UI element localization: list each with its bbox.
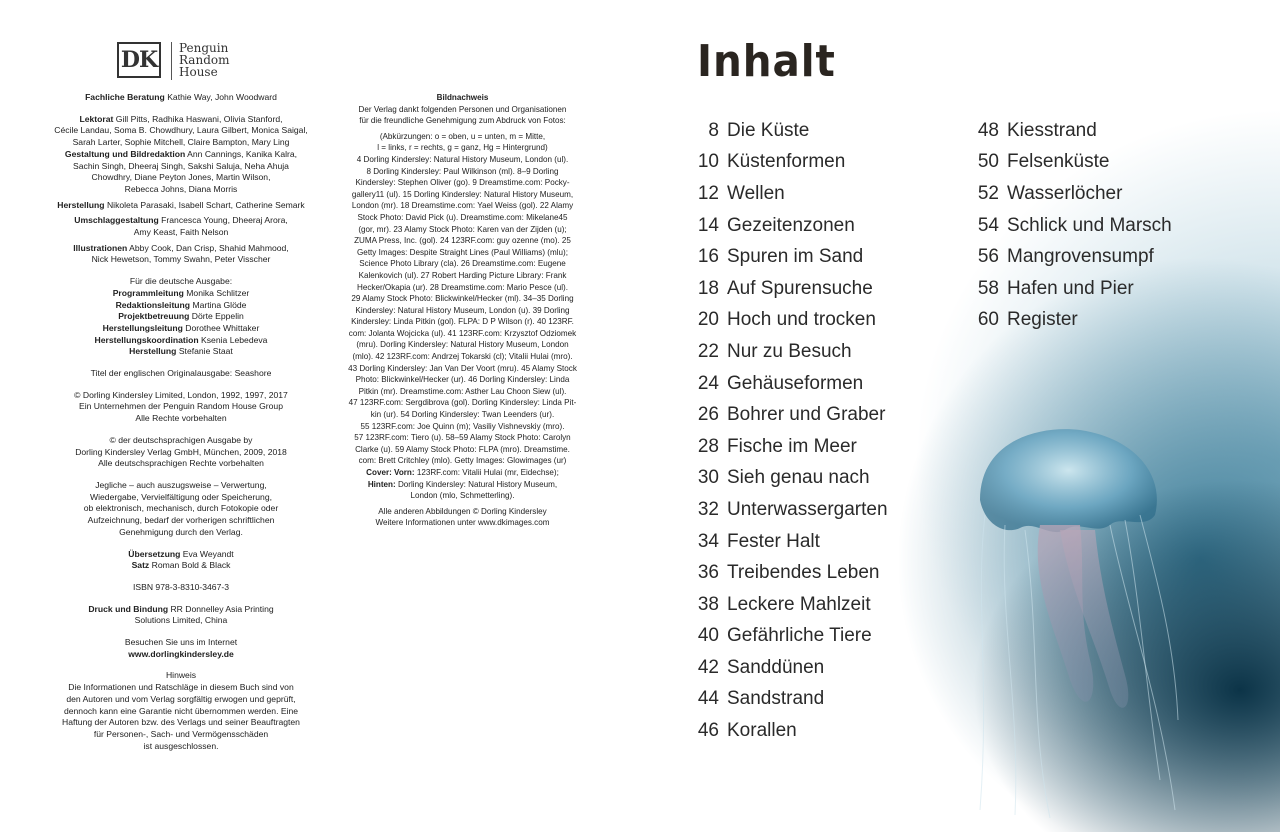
website-link[interactable]: www.dorlingkindersley.de <box>128 648 234 659</box>
credit-line: (mlo). 42 123RF.com: Andrzej Tokarski (cl); Vitalii Hulai (mro). <box>352 352 573 362</box>
toc-page-number: 52 <box>977 182 999 204</box>
toc-page-number: 14 <box>697 214 719 236</box>
toc-entry[interactable] <box>972 178 1172 210</box>
copyright-de: © der deutschsprachigen Ausgabe by Dorling Kindersley Verlag GmbH, München, 2009, 2018 Alle deutschsprachigen Rechte vorbehalten <box>75 434 287 469</box>
credit-line: 57 123RF.com: Tiero (u). 58–59 Alamy Stock Photo: Carolyn <box>354 433 571 443</box>
toc-entry[interactable] <box>972 305 1172 337</box>
dk-logo-icon: DK <box>117 42 161 78</box>
toc-entry[interactable] <box>692 621 888 653</box>
credits-back: Hinten: Dorling Kindersley: Natural History Museum, London (mlo, Schmetterling). <box>367 479 558 501</box>
toc-entry-title: Gefährliche Tiere <box>727 625 872 647</box>
toc-entry[interactable] <box>692 273 888 305</box>
gestaltung: Gestaltung und Bildredaktion Ann Cannings, Kanika Kalra, Sachin Singh, Dheeraj Singh, Sakshi Saluja, Neha Ahuja Chowdhry, Diane Peyton Jones, Martin Wilson, Rebecca Johns, Diana Morris <box>64 148 298 194</box>
toc-page-number: 56 <box>977 246 999 268</box>
credit-line: Photo: Blickwinkel/Hecker (ur). 46 Dorling Kindersley: Linda <box>355 375 570 385</box>
credit-line: 4 Dorling Kindersley: Natural History Museum, London (ul). <box>356 154 569 164</box>
toc-entry-title: Nur zu Besuch <box>727 340 852 362</box>
toc-entry[interactable] <box>972 241 1172 273</box>
german-role: Redaktionsleitung Martina Glöde <box>115 299 247 310</box>
toc-page-number: 18 <box>697 277 719 299</box>
toc-entry-title: Kiesstrand <box>1007 119 1097 141</box>
toc-entry-title: Gezeitenzonen <box>727 214 855 236</box>
herstellung: Herstellung Nikoleta Parasaki, Isabell Schart, Catherine Semark <box>57 199 305 210</box>
toc-entry[interactable] <box>972 147 1172 179</box>
credit-line: 8 Dorling Kindersley: Paul Wilkinson (ml). 8–9 Dorling <box>366 166 559 176</box>
credits-intro: Der Verlag dankt folgenden Personen und Organisationen für die freundliche Genehmigung zum Abdruck von Fotos: <box>358 104 567 126</box>
toc-page-number: 48 <box>977 119 999 141</box>
toc-page-number: 30 <box>697 467 719 489</box>
toc-page-number: 50 <box>977 151 999 173</box>
toc-page-number: 24 <box>697 372 719 394</box>
credit-line: 29 Alamy Stock Photo: Blickwinkel/Hecker (ml). 34–35 Dorling <box>351 294 574 304</box>
uebersetzung: Übersetzung Eva Weyandt <box>128 548 234 559</box>
toc-entry[interactable] <box>692 463 888 495</box>
toc-page-number: 46 <box>697 720 719 742</box>
toc-entry-title: Sandstrand <box>727 688 825 710</box>
credits-cover: Cover: Vorn: 123RF.com: Vitalii Hulai (mr, Eidechse); <box>366 468 559 477</box>
toc-entry[interactable] <box>692 399 888 431</box>
logo-divider <box>171 42 172 80</box>
toc-entry-title: Sieh genau nach <box>727 467 870 489</box>
toc-entry[interactable] <box>692 431 888 463</box>
credits-body <box>340 154 585 467</box>
toc-entry[interactable] <box>692 210 888 242</box>
besuchen: Besuchen Sie uns im Internet <box>124 637 238 648</box>
original-title: Titel der englischen Originalausgabe: Seashore <box>90 368 272 379</box>
toc-entry-title: Küstenformen <box>727 151 846 173</box>
german-role: Herstellungsleitung Dorothee Whittaker <box>102 322 260 333</box>
credits-title: Bildnachweis <box>436 93 489 102</box>
hinweis-text: Die Informationen und Ratschläge in diesem Buch sind von den Autoren und vom Verlag sorgfältig erwogen und geprüft, dennoch kann eine Garantie nicht übernommen werden. Eine Haftung der Autoren bzw. des Verlags und seiner Beauftragten für Personen-, Sach- und Vermögensschäden ist ausgeschlossen. <box>62 682 300 751</box>
credit-line: Getty Images: Despite Straight Lines (Paul Williams) (mlu); <box>357 247 568 257</box>
toc-entry-title: Unterwassergarten <box>727 498 888 520</box>
toc-entry[interactable] <box>692 241 888 273</box>
credit-line: Kindersley: Linda Pitkin (gol). FLPA: D P Wilson (r). 40 123RF. <box>351 317 574 327</box>
toc-entry[interactable] <box>692 368 888 400</box>
toc-entry[interactable] <box>972 273 1172 305</box>
toc-entry-title: Hoch und trocken <box>727 309 876 331</box>
credit-line: Clarke (u). 59 Alamy Stock Photo: FLPA (mro). Dreamstime. <box>355 444 570 454</box>
hinweis-title: Hinweis <box>165 670 197 681</box>
toc-entry[interactable] <box>692 557 888 589</box>
imprint-column <box>38 92 324 752</box>
credit-line: Pitkin (mr). Dreamstime.com: Asther Lau Choon Siew (ul). <box>358 386 567 396</box>
toc-entry[interactable] <box>692 715 888 747</box>
toc-page-number: 12 <box>697 182 719 204</box>
toc-entry-title: Treibendes Leben <box>727 562 880 584</box>
toc-entry-title: Spuren im Sand <box>727 246 864 268</box>
credit-line: Kindersley: Natural History Museum, London (u). 39 Dorling <box>355 305 570 315</box>
credit-line: Kindersley: Stephen Oliver (go). 9 Dreamstime.com: Pocky- <box>355 178 570 188</box>
credit-line: Stock Photo: David Pick (u). Dreamstime.com: Mikelane45 <box>357 212 568 222</box>
toc-entry-title: Bohrer und Graber <box>727 404 886 426</box>
credit-line: gallery11 (ul). 15 Dorling Kindersley: Natural History Museum, <box>351 189 574 199</box>
toc-entry-title: Auf Spurensuche <box>727 277 873 299</box>
toc-entry[interactable] <box>692 589 888 621</box>
toc-entry[interactable] <box>692 494 888 526</box>
toc-page-number: 54 <box>977 214 999 236</box>
credits-closing: Alle anderen Abbildungen © Dorling Kindersley Weitere Informationen unter www.dkimages.com <box>375 506 550 528</box>
toc-page-number: 60 <box>977 309 999 331</box>
toc-page-number: 26 <box>697 404 719 426</box>
toc-page-number: 28 <box>697 435 719 457</box>
picture-credits-column <box>340 92 585 529</box>
toc-entry-title: Korallen <box>727 720 797 742</box>
toc-entry-title: Fester Halt <box>727 530 820 552</box>
toc-entry-title: Leckere Mahlzeit <box>727 593 871 615</box>
credits-abbrev: (Abkürzungen: o = oben, u = unten, m = Mitte, l = links, r = rechts, g = ganz, Hg = Hintergrund) <box>377 131 548 153</box>
toc-list-left <box>692 115 888 747</box>
toc-entry-title: Mangrovensumpf <box>1007 246 1154 268</box>
toc-page-number: 10 <box>697 151 719 173</box>
toc-entry[interactable] <box>692 115 888 147</box>
toc-page-number: 44 <box>697 688 719 710</box>
legal-notice: Jegliche – auch auszugsweise – Verwertung, Wiedergabe, Vervielfältigung oder Speicherung, ob elektronisch, mechanisch, durch Fotokopie oder Aufzeichnung, bedarf der vorherigen schriftlichen Genehmigung durch den Verlag. <box>83 479 279 537</box>
toc-page-number: 32 <box>697 498 719 520</box>
german-role: Programmleitung Monika Schlitzer <box>112 287 250 298</box>
fachliche-beratung: Fachliche Beratung Kathie Way, John Woodward <box>85 92 277 102</box>
toc-entry-title: Gehäuseformen <box>727 372 864 394</box>
page-title: Inhalt <box>697 36 836 87</box>
credit-line: 43 Dorling Kindersley: Jan Van Der Voort (mru). 45 Alamy Stock <box>348 363 577 373</box>
toc-page-number: 42 <box>697 656 719 678</box>
copyright-en: © Dorling Kindersley Limited, London, 1992, 1997, 2017 Ein Unternehmen der Penguin Random House Group Alle Rechte vorbehalten <box>74 389 288 424</box>
publisher-name <box>179 42 229 78</box>
illustrationen: Illustrationen Abby Cook, Dan Crisp, Shahid Mahmood, Nick Hewetson, Tommy Swahn, Peter Visscher <box>73 242 289 265</box>
credit-line: Kalenkovich (ul). 27 Robert Harding Picture Library: Frank <box>358 270 567 280</box>
druck-bindung: Druck und Bindung RR Donnelley Asia Printing Solutions Limited, China <box>88 603 274 626</box>
credit-line: Science Photo Library (cla). 26 Dreamstime.com: Eugene <box>359 259 566 269</box>
credit-line: 55 123RF.com: Joe Quinn (m); Vasiliy Vishnevskiy (mro). <box>360 421 565 431</box>
toc-entry[interactable] <box>692 526 888 558</box>
publisher-line: Penguin <box>179 41 229 55</box>
toc-page-number: 40 <box>697 625 719 647</box>
umschlaggestaltung: Umschlaggestaltung Francesca Young, Dheeraj Arora, Amy Keast, Faith Nelson <box>74 215 288 238</box>
isbn: ISBN 978-3-8310-3467-3 <box>132 581 230 592</box>
german-role: Projektbetreuung Dörte Eppelin <box>118 311 244 322</box>
credit-line: kin (ur). 54 Dorling Kindersley: Twan Leenders (ur). <box>370 410 555 420</box>
credit-line: Hecker/Okapia (ur). 28 Dreamstime.com: Mario Pesce (ul). <box>357 282 568 292</box>
toc-entry[interactable] <box>692 336 888 368</box>
publisher-line: House <box>179 65 218 79</box>
dk-penguin-logo <box>117 42 229 80</box>
toc-entry-title: Hafen und Pier <box>1007 277 1134 299</box>
toc-page-number: 36 <box>697 562 719 584</box>
toc-page-number: 38 <box>697 593 719 615</box>
toc-entry[interactable] <box>692 652 888 684</box>
credit-line: 47 123RF.com: Sergdibrova (gol). Dorling Kindersley: Linda Pit- <box>348 398 577 408</box>
lektorat: Lektorat Gill Pitts, Radhika Haswani, Olivia Stanford, Cécile Landau, Soma B. Chowdhury, Laura Gilbert, Monica Saigal, Sarah Larter, Sophie Mitchell, Claire Bampton, Mary Ling <box>54 113 308 148</box>
toc-page-number: 20 <box>697 309 719 331</box>
toc-page-number: 58 <box>977 277 999 299</box>
german-role: Herstellung Stefanie Staat <box>129 346 233 357</box>
deutsche-ausgabe: Für die deutsche Ausgabe: <box>129 276 233 287</box>
toc-page-number: 34 <box>697 530 719 552</box>
toc-entry-title: Felsenküste <box>1007 151 1110 173</box>
toc-entry[interactable] <box>972 115 1172 147</box>
satz: Satz Roman Bold & Black <box>131 560 231 571</box>
credit-line: com: Jolanta Wojcicka (ul). 41 123RF.com: Krzysztof Odziomek <box>348 328 577 338</box>
jellyfish-illustration <box>960 420 1180 820</box>
credit-line: ZUMA Press, Inc. (gol). 24 123RF.com: guy ozenne (mo). 25 <box>354 236 571 246</box>
toc-entry-title: Wellen <box>727 182 785 204</box>
credit-line: (gor, mr). 23 Alamy Stock Photo: Karen van der Zijden (u); <box>358 224 567 234</box>
toc-page-number: 22 <box>697 340 719 362</box>
credit-line: (mru). Dorling Kindersley: Natural History Museum, London <box>356 340 569 350</box>
publisher-line: Random <box>179 53 230 67</box>
toc-entry-title: Die Küste <box>727 119 810 141</box>
toc-entry-title: Register <box>1007 309 1078 331</box>
toc-entry-title: Wasserlöcher <box>1007 182 1123 204</box>
credit-line: London (mr). 18 Dreamstime.com: Yael Weiss (gol). 22 Alamy <box>351 201 574 211</box>
toc-entry[interactable] <box>972 210 1172 242</box>
toc-page-number: 8 <box>708 119 719 141</box>
credit-line: com: Brett Critchley (mlo). Getty Images: Glowimages (ur) <box>358 456 567 466</box>
toc-list-right <box>972 115 1172 336</box>
toc-entry[interactable] <box>692 178 888 210</box>
toc-entry-title: Schlick und Marsch <box>1007 214 1172 236</box>
german-role: Herstellungskoordination Ksenia Lebedeva <box>94 334 268 345</box>
toc-entry[interactable] <box>692 147 888 179</box>
toc-page-number: 16 <box>697 246 719 268</box>
toc-entry-title: Sanddünen <box>727 656 825 678</box>
toc-entry[interactable] <box>692 684 888 716</box>
toc-entry[interactable] <box>692 305 888 337</box>
toc-entry-title: Fische im Meer <box>727 435 857 457</box>
